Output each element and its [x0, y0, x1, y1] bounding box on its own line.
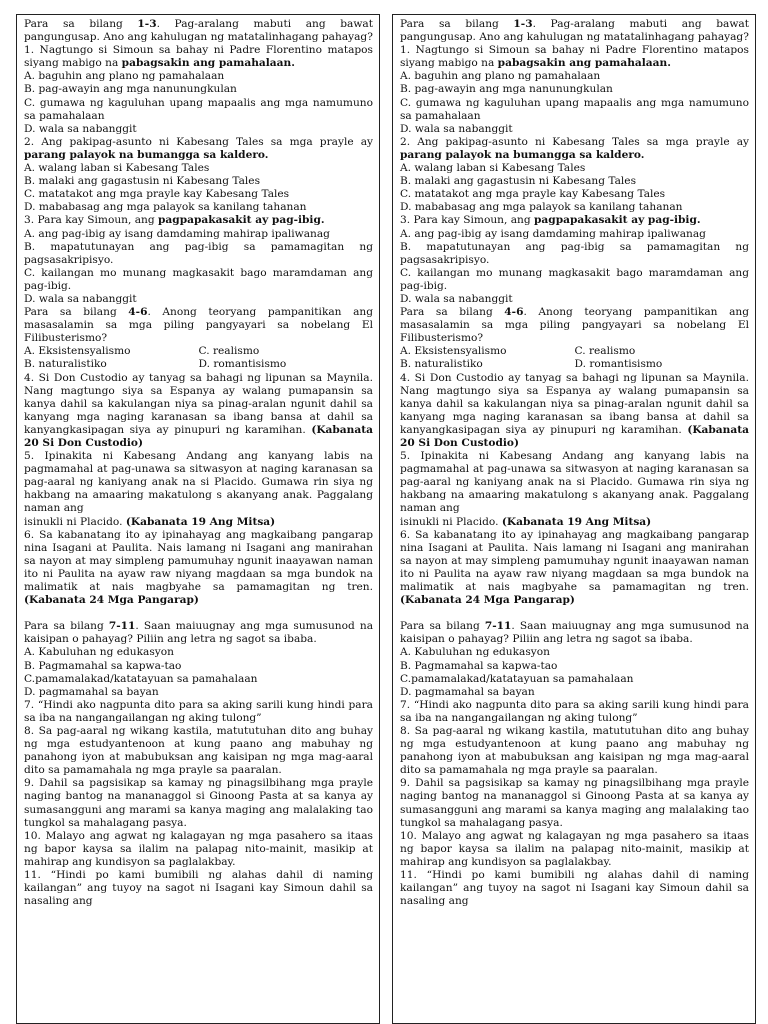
section3-intro: Para sa bilang 7-11. Saan maiuugnay ang mga sumusunod na kaisipan o pahayag? Piliin ang letra ng sagot sa ibaba. — [24, 620, 374, 646]
q3-option-c: C. kailangan mo munang magkasakit bago maramdaman ang pag-ibig. — [24, 266, 373, 292]
question-4: 4. Si Don Custodio ay tanyag sa bahagi ng lipunan sa Maynila. Nang magtungo siya sa Espanya ay walang pumapansin sa kanya dahil sa kakulangan niya sa pinag-aralan ngunit dahil sa kanyang mga naging karanasan sa ibang bansa at dahil sa kanyangkasipagan siya ay pinupuri ng karamihan. (Kabanata 20 Si Don Custodio) — [400, 371, 749, 449]
question-11: 11. “Hindi po kami bumibili ng alahas dahil di naming kailangan” ang tuyoy na sagot ni Isagani kay Simoun dahil sa nasaling ang — [24, 869, 373, 908]
q1-option-b: B. pag-awayin ang mga nanunungkulan — [24, 83, 237, 96]
q3-option-d: D. wala sa nabanggit — [400, 292, 513, 305]
question-6: 6. Sa kabanatang ito ay ipinahayag ang magkaibang pangarap nina Isagani at Paulita. Nais lamang ni Isagani ang manirahan sa nayon at may simpleng pamumuhay ngunit inaayawan naman ito ni Paulita na ayaw raw niyang magdaan sa mga bundok na malimatik at nais magbyahe sa pamamagitan ng tren. (Kabanata 24 Mga Pangarap) — [400, 528, 749, 607]
section1-intro: Para sa bilang 1-3. Pag-aralang mabuti ang bawat pangungusap. Ano ang kahulugan ng matatalinhagang pahayag? — [24, 18, 373, 44]
question-11: 11. “Hindi po kami bumibili ng alahas dahil di naming kailangan” ang tuyoy na sagot ni Isagani kay Simoun dahil sa nasaling ang — [400, 869, 749, 908]
theory-option: D. romantisismo — [574, 358, 663, 371]
theory-option: C. realismo — [574, 345, 636, 358]
section2-intro: Para sa bilang 4-6. Anong teoryang pampanitikan ang masasalamin sa mga piling pangyayari sa nobelang El Filibusterismo? — [400, 306, 749, 345]
question-3: 3. Para kay Simoun, ang pagpapakasakit ay pag-ibig. — [400, 214, 701, 227]
question-5-end: isinukli ni Placido. (Kabanata 19 Ang Mitsa) — [400, 515, 652, 528]
answer-choice: C.pamamalakad/katatayuan sa pamahalaan — [24, 672, 258, 685]
question-7: 7. “Hindi ako nagpunta dito para sa aking sarili kung hindi para sa iba na nangangailangan ng aking tulong” — [400, 698, 749, 724]
question-9: 9. Dahil sa pagsisikap sa kamay ng pinagsilbihang mga prayle naging bantog na mananaggol si Ginoong Pasta at sa kanya ay sumasangguni ang marami sa kanya maging ang malalaking tao tungkol sa mahalagang pasya. — [400, 777, 749, 829]
q3-option-d: D. wala sa nabanggit — [24, 292, 137, 305]
q2-option-c: C. matatakot ang mga prayle kay Kabesang Tales — [24, 188, 290, 201]
q3-option-a: A. ang pag-ibig ay isang damdaming mahirap ipaliwanag — [24, 227, 330, 240]
q1-option-b: B. pag-awayin ang mga nanunungkulan — [400, 83, 613, 96]
q2-option-d: D. mababasag ang mga palayok sa kanilang tahanan — [24, 201, 307, 214]
q2-option-b: B. malaki ang gagastusin ni Kabesang Tales — [400, 175, 637, 188]
theory-option: A. Eksistensyalismo — [24, 345, 131, 358]
theory-option: A. Eksistensyalismo — [400, 345, 507, 358]
question-2: 2. Ang pakipag-asunto ni Kabesang Tales sa mga prayle ay parang palayok na bumangga sa kaldero. — [400, 135, 749, 161]
answer-choice: A. Kabuluhan ng edukasyon — [400, 646, 550, 659]
q1-option-d: D. wala sa nabanggit — [400, 122, 513, 135]
question-1: 1. Nagtungo si Simoun sa bahay ni Padre Florentino matapos siyang mabigo na pabagsakin ang pamahalaan. — [24, 44, 373, 70]
q3-option-b: B. mapatutunayan ang pag-ibig sa pamamagitan ng pagsasakripisyo. — [24, 240, 373, 266]
question-3: 3. Para kay Simoun, ang pagpapakasakit ay pag-ibig. — [24, 214, 325, 227]
section2-intro: Para sa bilang 4-6. Anong teoryang pampanitikan ang masasalamin sa mga piling pangyayari sa nobelang El Filibusterismo? — [24, 306, 373, 345]
theory-options — [400, 345, 749, 371]
theory-option: C. realismo — [198, 345, 260, 358]
q1-option-c: C. gumawa ng kaguluhan upang mapaalis ang mga namumuno sa pamahalaan — [400, 96, 749, 122]
question-5: 5. Ipinakita ni Kabesang Andang ang kanyang labis na pagmamahal at pag-unawa sa sitwasyon at naging karanasan sa pag-aaral ng kaniyang anak na si Placido. Gumawa rin siya ng hakbang na amaaring makatulong s akanyang anak. Paggalang naman ang — [24, 450, 373, 515]
question-5-end: isinukli ni Placido. (Kabanata 19 Ang Mitsa) — [24, 515, 276, 528]
theory-options — [24, 345, 373, 371]
q1-option-a: A. baguhin ang plano ng pamahalaan — [400, 70, 601, 83]
question-7: 7. “Hindi ako nagpunta dito para sa aking sarili kung hindi para sa iba na nangangailangan ng aking tulong” — [24, 698, 373, 724]
worksheet-column-left — [16, 14, 380, 1024]
question-1: 1. Nagtungo si Simoun sa bahay ni Padre Florentino matapos siyang mabigo na pabagsakin ang pamahalaan. — [400, 44, 749, 70]
answer-choice: D. pagmamahal sa bayan — [400, 685, 535, 698]
theory-option: B. naturalistiko — [24, 358, 107, 371]
q1-option-a: A. baguhin ang plano ng pamahalaan — [24, 70, 225, 83]
question-8: 8. Sa pag-aaral ng wikang kastila, matututuhan dito ang buhay ng mga estudyantenoon at kung paano ang mabuhay ng panahong iyon at mabubuksan ang kaisipan ng mga mag-aaral dito sa pamamahala ng mga prayle sa paaralan. — [400, 724, 749, 777]
q2-option-c: C. matatakot ang mga prayle kay Kabesang Tales — [400, 188, 666, 201]
question-10: 10. Malayo ang agwat ng kalagayan ng mga pasahero sa itaas ng bapor kaysa sa ilalim na palapag nito-mainit, masikip at mahirap ang kundisyon sa paglalakbay. — [400, 829, 749, 868]
question-9: 9. Dahil sa pagsisikap sa kamay ng pinagsilbihang mga prayle naging bantog na mananaggol si Ginoong Pasta at sa kanya ay sumasangguni ang marami sa kanya maging ang malalaking tao tungkol sa mahalagang pasya. — [24, 777, 373, 829]
section3-intro: Para sa bilang 7-11. Saan maiuugnay ang mga sumusunod na kaisipan o pahayag? Piliin ang letra ng sagot sa ibaba. — [400, 620, 750, 646]
q1-option-c: C. gumawa ng kaguluhan upang mapaalis ang mga namumuno sa pamahalaan — [24, 96, 373, 122]
answer-choice: D. pagmamahal sa bayan — [24, 685, 159, 698]
q2-option-d: D. mababasag ang mga palayok sa kanilang tahanan — [400, 201, 683, 214]
q2-option-b: B. malaki ang gagastusin ni Kabesang Tales — [24, 175, 261, 188]
theory-option: D. romantisismo — [198, 358, 287, 371]
question-10: 10. Malayo ang agwat ng kalagayan ng mga pasahero sa itaas ng bapor kaysa sa ilalim na palapag nito-mainit, masikip at mahirap ang kundisyon sa paglalakbay. — [24, 829, 373, 868]
q3-option-b: B. mapatutunayan ang pag-ibig sa pamamagitan ng pagsasakripisyo. — [400, 240, 749, 266]
section1-intro: Para sa bilang 1-3. Pag-aralang mabuti ang bawat pangungusap. Ano ang kahulugan ng matatalinhagang pahayag? — [400, 18, 749, 44]
question-8: 8. Sa pag-aaral ng wikang kastila, matututuhan dito ang buhay ng mga estudyantenoon at kung paano ang mabuhay ng panahong iyon at mabubuksan ang kaisipan ng mga mag-aaral dito sa pamamahala ng mga prayle sa paaralan. — [24, 724, 373, 777]
q1-option-d: D. wala sa nabanggit — [24, 122, 137, 135]
question-2: 2. Ang pakipag-asunto ni Kabesang Tales sa mga prayle ay parang palayok na bumangga sa kaldero. — [24, 135, 373, 161]
answer-choice: B. Pagmamahal sa kapwa-tao — [24, 659, 182, 672]
answer-choice: C.pamamalakad/katatayuan sa pamahalaan — [400, 672, 634, 685]
q3-option-c: C. kailangan mo munang magkasakit bago maramdaman ang pag-ibig. — [400, 266, 749, 292]
q2-option-a: A. walang laban si Kabesang Tales — [400, 162, 586, 175]
question-5: 5. Ipinakita ni Kabesang Andang ang kanyang labis na pagmamahal at pag-unawa sa sitwasyon at naging karanasan sa pag-aaral ng kaniyang anak na si Placido. Gumawa rin siya ng hakbang na amaaring makatulong s akanyang anak. Paggalang naman ang — [400, 450, 749, 515]
q2-option-a: A. walang laban si Kabesang Tales — [24, 162, 210, 175]
q3-option-a: A. ang pag-ibig ay isang damdaming mahirap ipaliwanag — [400, 227, 706, 240]
theory-option: B. naturalistiko — [400, 358, 483, 371]
question-4: 4. Si Don Custodio ay tanyag sa bahagi ng lipunan sa Maynila. Nang magtungo siya sa Espanya ay walang pumapansin sa kanya dahil sa kakulangan niya sa pinag-aralan ngunit dahil sa kanyang mga naging karanasan sa ibang bansa at dahil sa kanyangkasipagan siya ay pinupuri ng karamihan. (Kabanata 20 Si Don Custodio) — [24, 371, 373, 449]
worksheet-column-right — [392, 14, 756, 1024]
answer-choice: B. Pagmamahal sa kapwa-tao — [400, 659, 558, 672]
question-6: 6. Sa kabanatang ito ay ipinahayag ang magkaibang pangarap nina Isagani at Paulita. Nais lamang ni Isagani ang manirahan sa nayon at may simpleng pamumuhay ngunit inaayawan naman ito ni Paulita na ayaw raw niyang magdaan sa mga bundok na malimatik at nais magbyahe sa pamamagitan ng tren. (Kabanata 24 Mga Pangarap) — [24, 528, 373, 607]
answer-choice: A. Kabuluhan ng edukasyon — [24, 646, 174, 659]
